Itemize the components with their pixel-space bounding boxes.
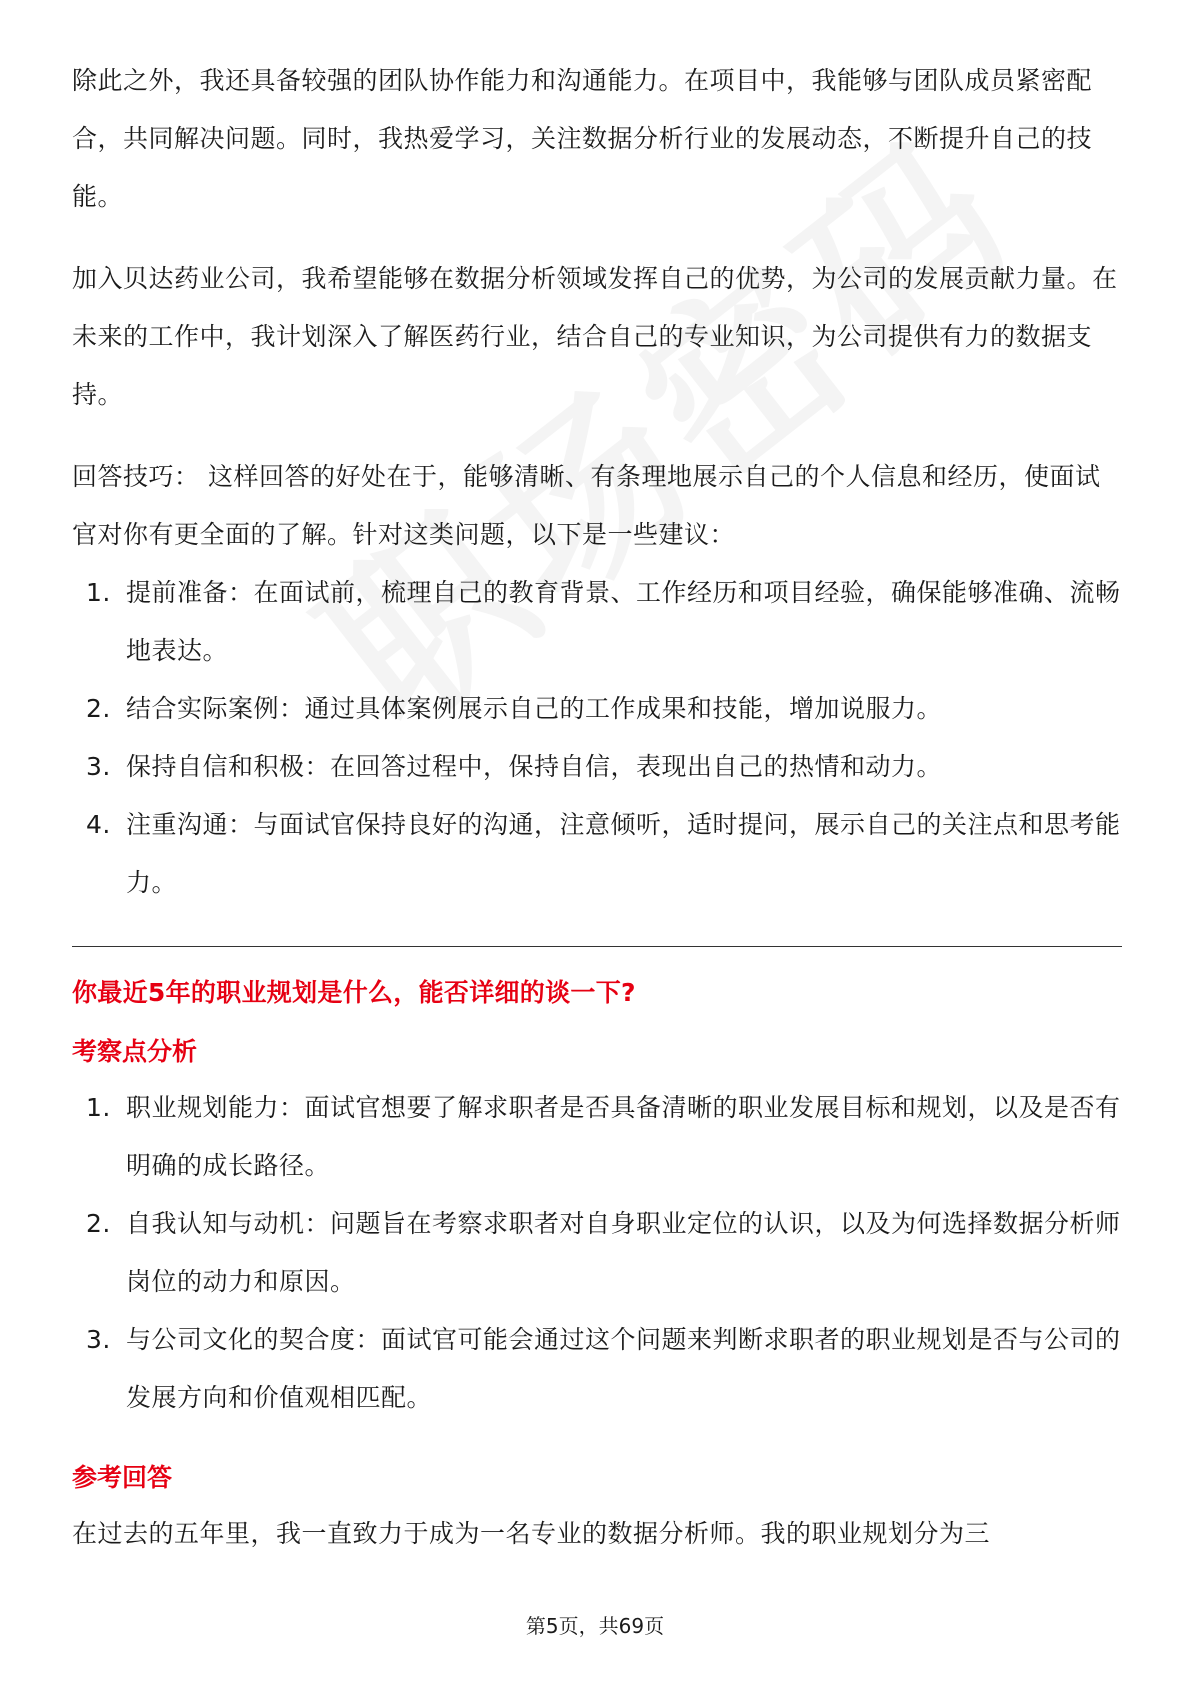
list-number: 1.	[86, 1093, 111, 1122]
list-item	[72, 680, 1122, 738]
tips-list	[72, 564, 1122, 912]
list-text: 与公司文化的契合度：面试官可能会通过这个问题来判断求职者的职业规划是否与公司的发展方向和价值观相匹配。	[126, 1325, 1121, 1412]
list-text: 结合实际案例：通过具体案例展示自己的工作成果和技能，增加说服力。	[126, 694, 943, 723]
list-number: 2.	[86, 694, 111, 723]
reference-heading: 参考回答	[72, 1463, 173, 1492]
list-number: 2.	[86, 1209, 111, 1238]
list-item	[72, 796, 1122, 912]
list-number: 4.	[86, 810, 111, 839]
list-item	[72, 1195, 1122, 1311]
list-number: 1.	[86, 578, 111, 607]
question-heading: 你最近5年的职业规划是什么，能否详细的谈一下?	[72, 978, 636, 1007]
reference-answer-text: 在过去的五年里，我一直致力于成为一名专业的数据分析师。我的职业规划分为三	[72, 1519, 991, 1548]
list-item	[72, 564, 1122, 680]
section-divider	[72, 946, 1122, 947]
list-text: 注重沟通：与面试官保持良好的沟通，注意倾听，适时提问，展示自己的关注点和思考能力。	[126, 810, 1121, 897]
list-text: 职业规划能力：面试官想要了解求职者是否具备清晰的职业发展目标和规划，以及是否有明确的成长路径。	[126, 1093, 1121, 1180]
list-text: 提前准备：在面试前，梳理自己的教育背景、工作经历和项目经验，确保能够准确、流畅地表达。	[126, 578, 1121, 665]
paragraph-motivation: 加入贝达药业公司，我希望能够在数据分析领域发挥自己的优势，为公司的发展贡献力量。在未来的工作中，我计划深入了解医药行业，结合自己的专业知识，为公司提供有力的数据支持。	[72, 264, 1118, 409]
paragraph-answer-tips: 回答技巧： 这样回答的好处在于，能够清晰、有条理地展示自己的个人信息和经历，使面试官对你有更全面的了解。针对这类问题，以下是一些建议：	[72, 462, 1101, 549]
list-number: 3.	[86, 752, 111, 781]
analysis-list	[72, 1079, 1122, 1427]
document-page	[72, 52, 1122, 1563]
page-footer: 第5页，共69页	[525, 1614, 665, 1638]
list-item	[72, 1311, 1122, 1427]
list-text: 保持自信和积极：在回答过程中，保持自信，表现出自己的热情和动力。	[126, 752, 943, 781]
paragraph-teamwork: 除此之外，我还具备较强的团队协作能力和沟通能力。在项目中，我能够与团队成员紧密配合，共同解决问题。同时，我热爱学习，关注数据分析行业的发展动态，不断提升自己的技能。	[72, 66, 1093, 211]
list-text: 自我认知与动机：问题旨在考察求职者对自身职业定位的认识，以及为何选择数据分析师岗位的动力和原因。	[126, 1209, 1121, 1296]
list-item	[72, 1079, 1122, 1195]
analysis-heading: 考察点分析	[72, 1037, 198, 1066]
list-number: 3.	[86, 1325, 111, 1354]
list-item	[72, 738, 1122, 796]
